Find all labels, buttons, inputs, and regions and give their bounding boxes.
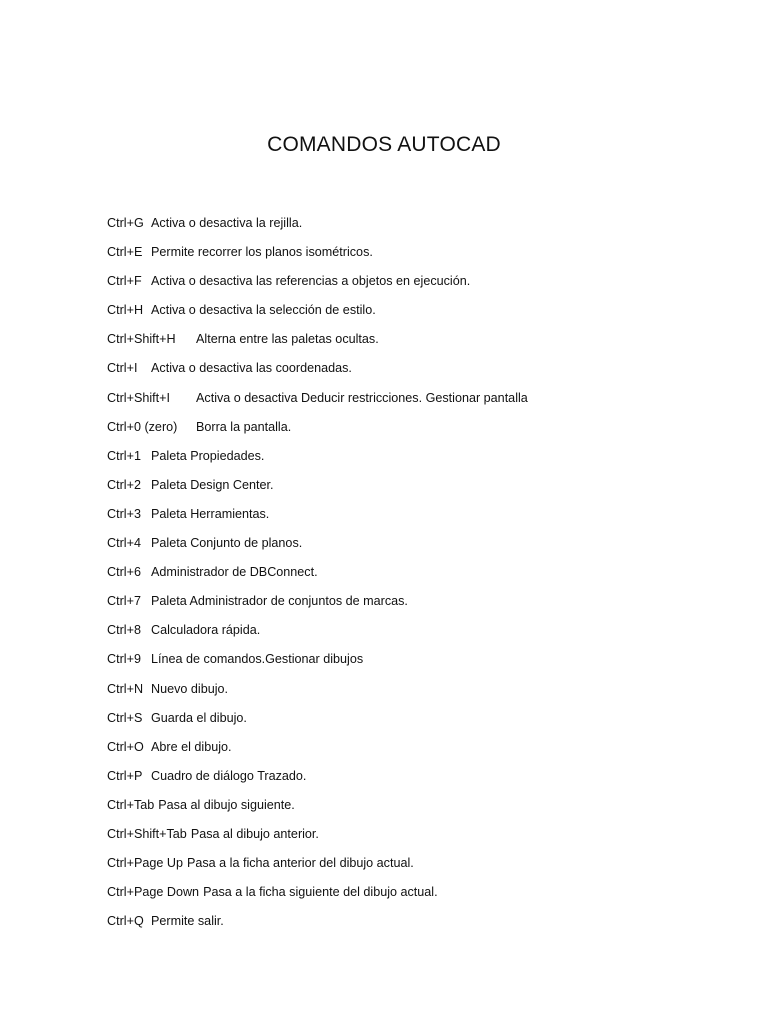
command-item <box>107 446 737 475</box>
command-description: Pasa a la ficha siguiente del dibujo actual. <box>203 885 438 900</box>
command-item <box>107 591 737 620</box>
command-item <box>107 737 737 766</box>
command-description: Línea de comandos.Gestionar dibujos <box>151 652 364 667</box>
command-description: Paleta Design Center. <box>151 477 274 492</box>
command-description: Calculadora rápida. <box>151 623 261 638</box>
command-description: Activa o desactiva la selección de estilo. <box>151 303 376 318</box>
command-shortcut: Ctrl+9 <box>107 652 141 667</box>
command-shortcut: Ctrl+Shift+I <box>107 390 170 405</box>
command-item <box>107 562 737 591</box>
command-description: Abre el dibujo. <box>151 739 232 754</box>
command-item <box>107 533 737 562</box>
command-description: Paleta Herramientas. <box>151 506 270 521</box>
command-item <box>107 213 737 242</box>
command-item <box>107 853 737 882</box>
command-item <box>107 271 737 300</box>
command-description: Paleta Conjunto de planos. <box>151 536 303 551</box>
command-item <box>107 708 737 737</box>
command-description: Activa o desactiva Deducir restricciones. Gestionar pantalla <box>196 390 528 405</box>
command-item <box>107 242 737 271</box>
command-item <box>107 300 737 329</box>
command-item <box>107 679 737 708</box>
command-item <box>107 417 737 446</box>
command-item <box>107 766 737 795</box>
command-item <box>107 329 737 358</box>
command-shortcut: Ctrl+E <box>107 245 143 260</box>
command-shortcut: Ctrl+H <box>107 303 144 318</box>
command-shortcut: Ctrl+I <box>107 361 138 376</box>
command-description: Activa o desactiva las referencias a objetos en ejecución. <box>151 274 471 289</box>
command-description: Borra la pantalla. <box>196 419 292 434</box>
command-shortcut: Ctrl+N <box>107 681 144 696</box>
command-item <box>107 824 737 853</box>
command-item <box>107 911 737 940</box>
command-shortcut: Ctrl+P <box>107 768 143 783</box>
command-description: Permite salir. <box>151 914 224 929</box>
command-shortcut: Ctrl+4 <box>107 536 141 551</box>
command-description: Administrador de DBConnect. <box>151 565 318 580</box>
command-description: Cuadro de diálogo Trazado. <box>151 768 307 783</box>
command-shortcut: Ctrl+0 (zero) <box>107 419 178 434</box>
command-description: Nuevo dibujo. <box>151 681 229 696</box>
page-title: COMANDOS AUTOCAD <box>267 133 501 156</box>
command-description: Paleta Administrador de conjuntos de marcas. <box>151 594 408 609</box>
command-shortcut: Ctrl+2 <box>107 477 141 492</box>
command-item <box>107 620 737 649</box>
command-description: Permite recorrer los planos isométricos. <box>151 245 373 260</box>
command-shortcut: Ctrl+G <box>107 216 144 230</box>
command-item <box>107 882 737 911</box>
command-shortcut: Ctrl+3 <box>107 506 141 521</box>
command-shortcut: Ctrl+7 <box>107 594 141 609</box>
command-description: Alterna entre las paletas ocultas. <box>196 332 379 347</box>
command-shortcut: Ctrl+Page Down <box>107 885 200 900</box>
command-description: Pasa a la ficha anterior del dibujo actual. <box>186 856 414 871</box>
command-shortcut: Ctrl+Page Up <box>107 856 183 871</box>
command-description: Pasa al dibujo anterior. <box>190 826 319 841</box>
command-shortcut: Ctrl+Tab <box>107 797 155 812</box>
command-description: Pasa al dibujo siguiente. <box>158 797 295 812</box>
command-shortcut: Ctrl+8 <box>107 623 141 638</box>
command-shortcut: Ctrl+6 <box>107 565 141 580</box>
command-list <box>107 213 737 940</box>
command-item <box>107 475 737 504</box>
command-item <box>107 358 737 387</box>
command-description: Paleta Propiedades. <box>151 448 265 463</box>
command-shortcut: Ctrl+Shift+H <box>107 332 176 347</box>
command-shortcut: Ctrl+O <box>107 739 144 754</box>
command-shortcut: Ctrl+F <box>107 274 142 289</box>
command-description: Activa o desactiva la rejilla. <box>151 216 303 230</box>
command-item <box>107 504 737 533</box>
command-item <box>107 795 737 824</box>
command-shortcut: Ctrl+Q <box>107 914 144 929</box>
command-shortcut: Ctrl+1 <box>107 448 141 463</box>
command-item <box>107 649 737 678</box>
command-description: Guarda el dibujo. <box>151 710 247 725</box>
command-description: Activa o desactiva las coordenadas. <box>151 361 352 376</box>
command-shortcut: Ctrl+S <box>107 710 143 725</box>
command-item <box>107 388 737 417</box>
command-shortcut: Ctrl+Shift+Tab <box>107 826 187 841</box>
